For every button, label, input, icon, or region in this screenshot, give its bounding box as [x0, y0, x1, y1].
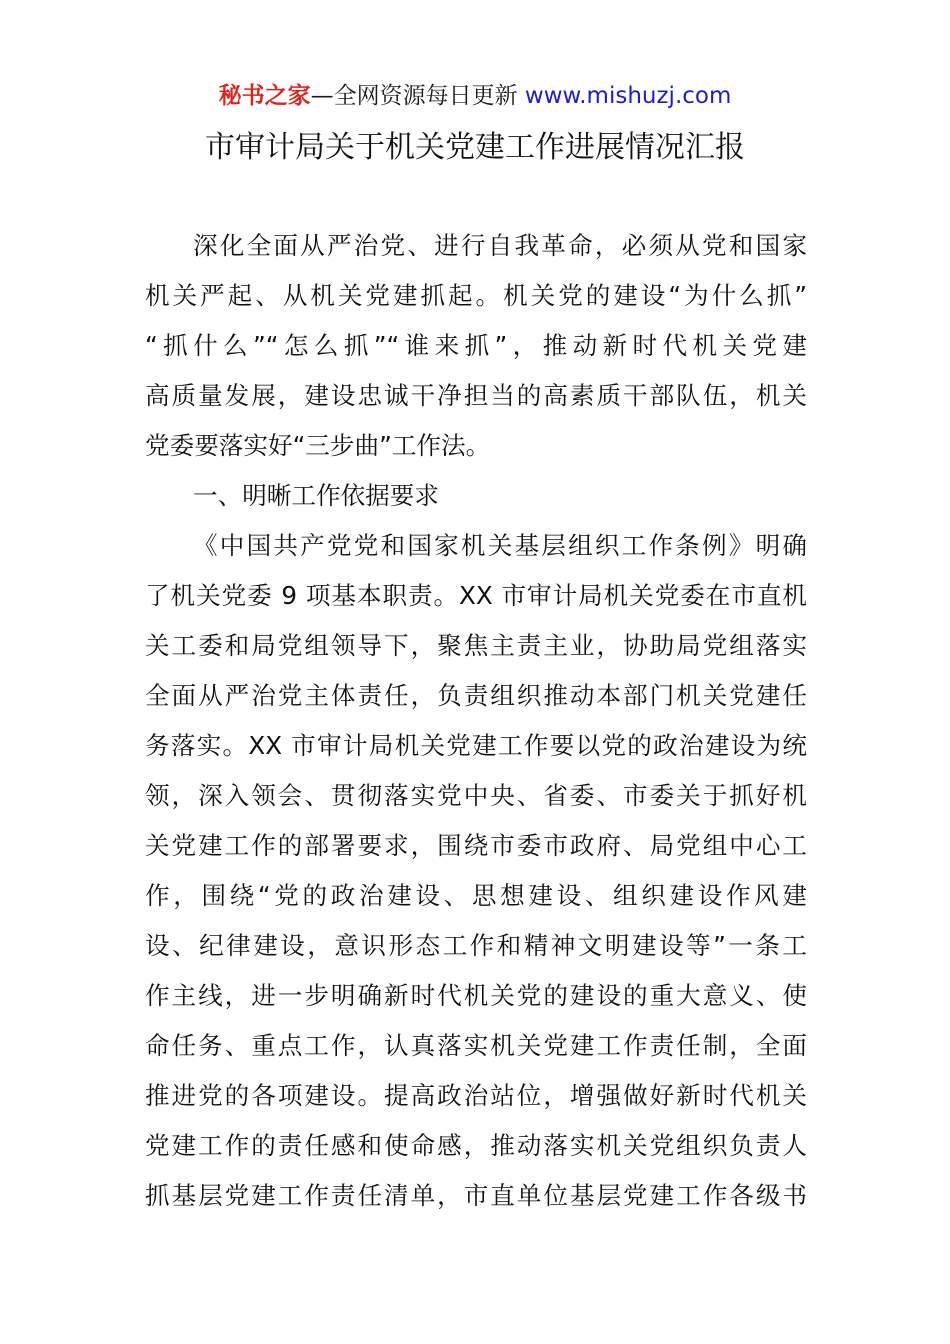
paragraph-line: 领，深入领会、贯彻落实党中央、省委、市委关于抓好机: [145, 781, 807, 810]
paragraph-line: 深化全面从严治党、进行自我革命，必须从党和国家: [193, 231, 807, 260]
paragraph-line: 党委要落实好“三步曲”工作法。: [145, 431, 491, 460]
document-title: 市审计局关于机关党建工作进展情况汇报: [205, 130, 745, 165]
paragraph-line: 高质量发展，建设忠诚干净担当的高素质干部队伍，机关: [145, 381, 807, 410]
paragraph-intro: [145, 221, 807, 471]
paragraph-line: 《中国共产党党和国家机关基层组织工作条例》明确: [193, 531, 807, 560]
paragraph-line: “抓什么”“怎么抓”“谁来抓”，推动新时代机关党建: [145, 331, 807, 360]
paragraph-line: 命任务、重点工作，认真落实机关党建工作责任制，全面: [145, 1031, 807, 1060]
paragraph-body: [145, 521, 807, 1221]
section-heading: [145, 471, 807, 521]
paragraph-line: 机关严起、从机关党建抓起。机关党的建设“为什么抓”: [145, 281, 807, 310]
site-header: [0, 80, 950, 112]
paragraph-line: 了机关党委 9 项基本职责。XX 市审计局机关党委在市直机: [145, 581, 807, 610]
paragraph-line: 设、纪律建设，意识形态工作和精神文明建设等”一条工: [145, 931, 807, 960]
paragraph-line: 全面从严治党主体责任，负责组织推动本部门机关党建任: [145, 681, 807, 710]
site-url-link[interactable]: www.mishuzj.com: [524, 83, 732, 109]
header-tagline: —全网资源每日更新: [310, 83, 518, 109]
section-heading-text: 一、明晰工作依据要求: [193, 481, 439, 510]
brand-name: 秘书之家: [218, 83, 311, 109]
paragraph-line: 关工委和局党组领导下，聚焦主责主业，协助局党组落实: [145, 631, 807, 660]
paragraph-line: 党建工作的责任感和使命感，推动落实机关党组织负责人: [145, 1131, 807, 1160]
paragraph-line: 抓基层党建工作责任清单，市直单位基层党建工作各级书: [145, 1181, 807, 1210]
paragraph-line: 作，围绕“党的政治建设、思想建设、组织建设作风建: [145, 881, 807, 910]
paragraph-line: 推进党的各项建设。提高政治站位，增强做好新时代机关: [145, 1081, 807, 1110]
paragraph-line: 关党建工作的部署要求，围绕市委市政府、局党组中心工: [145, 831, 807, 860]
paragraph-line: 作主线，进一步明确新时代机关党的建设的重大意义、使: [145, 981, 807, 1010]
paragraph-line: 务落实。XX 市审计局机关党建工作要以党的政治建设为统: [145, 731, 807, 760]
